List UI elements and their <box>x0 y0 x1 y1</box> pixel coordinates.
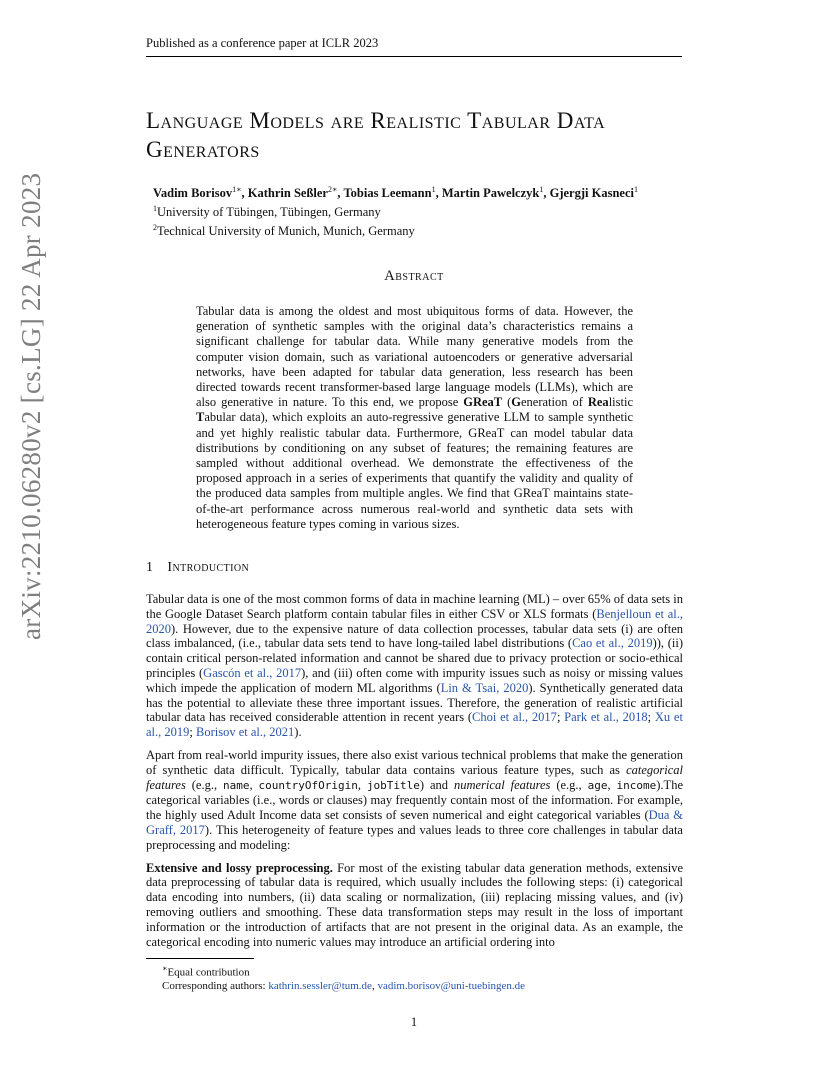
paper-title <box>146 106 706 164</box>
footnote-divider <box>146 958 254 959</box>
footnote-text: Equal contribution <box>167 966 250 979</box>
author-name: Tobias Leemann <box>343 186 432 201</box>
code-term: income <box>616 778 657 792</box>
paragraph <box>146 592 683 740</box>
citation-link[interactable]: Choi et al., 2017 <box>472 710 557 725</box>
code-term: jobTitle <box>366 778 420 792</box>
author-sup: 2 <box>327 185 332 194</box>
footnotes <box>162 962 682 994</box>
abstract-text: abular data), which exploits an auto-regressive generative LLM to sample synthetic and yet highly realistic tabular data. Furthermore, GReaT can model tabular data distributions by conditioning on any subset of features; the remaining features are sampled without additional overhead. We demonstrate the effectiveness of the proposed approach in a series of experiments that quantify the validity and quality of the produced data samples from multiple angles. We find that GReaT maintains state-of-the-art performance across numerous real-world and synthetic data sets with heterogeneous feature types coming in various sizes. <box>196 410 633 531</box>
citation-link[interactable]: Dua & Graff, 2017 <box>146 808 683 837</box>
code-term: age <box>587 778 608 792</box>
author-mark: ∗ <box>236 185 242 194</box>
author-names: Vadim Borisov$^{1∗}$, Kathrin Seßler$^{2∗}$, Tobias Leemann$^1$, Martin Pawelczyk$^1$, Gjergji Kasneci$^1$ <box>153 185 638 201</box>
text: ; <box>556 710 565 725</box>
text: ). This heterogeneity of feature types and values leads to three core challenges in tabular data preprocessing and modeling: <box>146 822 683 852</box>
footnote <box>162 980 682 994</box>
citation-link[interactable]: Park et al., 2018 <box>564 710 648 725</box>
paragraph <box>146 748 683 853</box>
acronym-letter: Rea <box>587 395 609 410</box>
method-name: GReaT <box>463 395 503 410</box>
section-number: 1 <box>146 560 154 575</box>
email-link[interactable]: vadim.borisov@uni-tuebingen.de <box>377 980 526 993</box>
emphasis: numerical features <box>453 777 551 792</box>
text: )), (ii) contain critical person-related information and cannot be shared due to privacy protection or socio-ethical principles ( <box>146 636 683 680</box>
text: Apart from real-world impurity issues, there also exist various technical problems that make the generation of synthetic data difficult. Typically, tabular data contains various feature types, such as <box>146 747 683 777</box>
affiliation-text: University of Tübingen, Tübingen, Germany <box>157 205 381 220</box>
abstract-text: ( <box>502 395 512 410</box>
code-term: name <box>223 778 250 792</box>
author-name: Gjergji Kasneci <box>549 186 634 201</box>
text: (e.g., <box>550 777 588 792</box>
citation-link[interactable]: Gascón et al., 2017 <box>203 665 302 680</box>
author-sup: 1 <box>633 185 638 194</box>
citation-link[interactable]: Cao et al., 2019 <box>572 636 653 651</box>
citation-link[interactable]: Lin & Tsai, 2020 <box>440 680 529 695</box>
affiliation-sup: 1 <box>153 204 157 214</box>
affiliation-text: Technical University of Munich, Munich, Germany <box>157 224 415 239</box>
page-number: 1 <box>410 1015 418 1029</box>
author-block <box>153 182 713 239</box>
section-heading <box>146 560 249 576</box>
text: , <box>249 777 259 792</box>
acronym-letter: G <box>511 395 521 410</box>
abstract-body <box>196 304 633 532</box>
paragraph-lead: Extensive and lossy preprocessing. <box>146 860 333 875</box>
emphasis: categorical features <box>146 762 683 792</box>
author-sup: 1 <box>232 185 237 194</box>
title-line-1: Language Models are Realistic Tabular Data <box>146 108 606 133</box>
author-sup: 1 <box>431 185 436 194</box>
text: ). However, due to the expensive nature of data collection processes, tabular data sets (i) are often class imbalanced, (i.e., tabular data sets tend to have long-tailed label distributions ( <box>146 621 683 651</box>
citation-link[interactable]: Benjelloun et al., 2020 <box>146 606 683 636</box>
title-line-2: Generators <box>146 137 260 162</box>
author-name: Kathrin Seßler <box>247 186 328 201</box>
footnote-text: Corresponding authors: <box>162 980 269 993</box>
arxiv-stamp: arXiv:2210.06280v2 [cs.LG] 22 Apr 2023 <box>16 172 46 640</box>
footnote-text: , <box>371 980 378 993</box>
abstract-text: listic <box>608 395 633 410</box>
text: (e.g., <box>185 777 223 792</box>
footnote <box>162 962 682 980</box>
citation-link[interactable]: Borisov et al., 2021 <box>196 725 295 740</box>
text: ).The categorical variables (i.e., words or clauses) may frequently contain most of the information. For example, the highly used Adult Income data set consists of seven numerical and eight categorical variables ( <box>146 777 683 823</box>
affiliation-sup: 2 <box>153 223 157 233</box>
footnote-mark: ∗ <box>162 964 168 973</box>
author-name: Martin Pawelczyk <box>441 186 540 201</box>
affiliation <box>153 220 713 239</box>
citation-link[interactable]: Xu et al., 2019 <box>146 710 683 740</box>
text: ; <box>189 725 197 740</box>
text: Tabular data is one of the most common forms of data in machine learning (ML) – over 65% of data sets in the Google Dataset Search platform contain tabular files in either CSV or XLS formats ( <box>146 592 683 621</box>
paragraph <box>146 861 683 950</box>
author-sup: 1 <box>539 185 544 194</box>
author-mark: ∗ <box>331 185 338 194</box>
author-name: Vadim Borisov <box>153 186 233 201</box>
text: ; <box>647 710 655 725</box>
text: ), and (iii) often come with impurity issues such as noisy or missing values which impede the application of modern ML algorithms ( <box>146 665 683 695</box>
abstract-heading: Abstract <box>384 268 444 284</box>
text: ). Synthetically generated data has the potential to alleviate these three important issues. Therefore, the generation of realistic artificial tabular data has received considerable attention in recent years ( <box>146 680 683 725</box>
text: For most of the existing tabular data generation methods, extensive data preprocessing of tabular data is required, which usually includes the following steps: (i) categorical data encoding into numbers, (ii) data scaling or normalization, (iii) replacing missing values, and (iv) removing outliers and smoothing. These data transformation steps may result in the loss of important information or the introduction of artifacts that are not present in the original data. As an example, the categorical encoding into numeric values may introduce an artificial ordering into <box>146 860 684 949</box>
text: , <box>607 777 617 792</box>
acronym-letter: T <box>196 410 205 425</box>
text: , <box>357 777 367 792</box>
abstract-text: Tabular data is among the oldest and most ubiquitous forms of data. However, the generation of synthetic samples with the original data’s characteristics remains a significant challenge for tabular data. While many generative models from the computer vision domain, such as variational autoencoders or generative adversarial networks, have been adapted for tabular data generation, less research has been directed towards recent transformer-based large language models (LLMs), which are also generative in nature. To this end, we propose <box>196 304 633 410</box>
abstract-text: eneration of <box>520 395 588 410</box>
text: ) and <box>419 777 454 792</box>
intro-body <box>146 592 683 957</box>
section-title: Introduction <box>167 560 250 575</box>
text: ). <box>294 725 302 740</box>
affiliation <box>153 201 713 220</box>
email-link[interactable]: kathrin.sessler@tum.de <box>268 980 372 993</box>
code-term: countryOfOrigin <box>258 778 358 792</box>
running-header: Published as a conference paper at ICLR 2023 <box>146 36 682 57</box>
